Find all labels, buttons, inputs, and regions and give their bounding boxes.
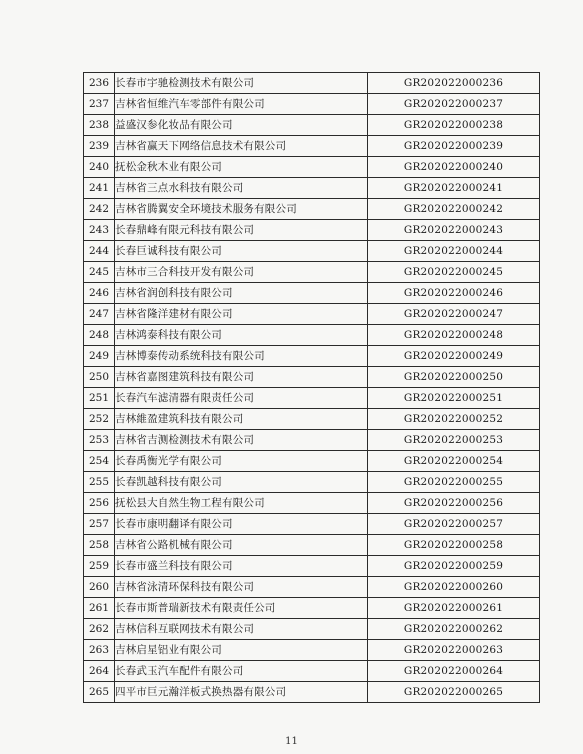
table-row	[84, 94, 540, 115]
certificate-code: GR202022000264	[368, 661, 540, 682]
table-row	[84, 619, 540, 640]
certificate-code: GR202022000257	[368, 514, 540, 535]
certificate-code: GR202022000244	[368, 241, 540, 262]
company-name: 抚松金秋木业有限公司	[115, 157, 368, 178]
table-row	[84, 535, 540, 556]
row-number: 250	[84, 367, 115, 388]
certificate-code: GR202022000245	[368, 262, 540, 283]
certificate-code: GR202022000240	[368, 157, 540, 178]
company-name: 长春鼎峰有限元科技有限公司	[115, 220, 368, 241]
table-row	[84, 367, 540, 388]
certificate-code: GR202022000247	[368, 304, 540, 325]
table-row	[84, 514, 540, 535]
company-name: 吉林省恒维汽车零部件有限公司	[115, 94, 368, 115]
company-name: 吉林省润创科技有限公司	[115, 283, 368, 304]
table-row	[84, 115, 540, 136]
row-number: 257	[84, 514, 115, 535]
company-name: 吉林維盈建筑科技有限公司	[115, 409, 368, 430]
table-row	[84, 241, 540, 262]
company-name: 长春汽车滤清器有限责任公司	[115, 388, 368, 409]
certificate-code: GR202022000265	[368, 682, 540, 703]
table-row	[84, 388, 540, 409]
certificate-code: GR202022000258	[368, 535, 540, 556]
table-row	[84, 661, 540, 682]
company-name: 抚松县大自然生物工程有限公司	[115, 493, 368, 514]
certificate-code: GR202022000262	[368, 619, 540, 640]
row-number: 262	[84, 619, 115, 640]
company-name: 长春禹衡光学有限公司	[115, 451, 368, 472]
certificate-code: GR202022000250	[368, 367, 540, 388]
certificate-code: GR202022000246	[368, 283, 540, 304]
table-row	[84, 73, 540, 94]
company-name: 长春市盛兰科技有限公司	[115, 556, 368, 577]
certificate-code: GR202022000263	[368, 640, 540, 661]
table-row	[84, 556, 540, 577]
company-name: 吉林省赢天下网络信息技术有限公司	[115, 136, 368, 157]
row-number: 258	[84, 535, 115, 556]
certificate-code: GR202022000243	[368, 220, 540, 241]
company-name: 吉林省嘉图建筑科技有限公司	[115, 367, 368, 388]
row-number: 248	[84, 325, 115, 346]
company-name: 吉林省腾翼安全环境技术服务有限公司	[115, 199, 368, 220]
company-name: 长春凯越科技有限公司	[115, 472, 368, 493]
row-number: 238	[84, 115, 115, 136]
row-number: 263	[84, 640, 115, 661]
certificate-code: GR202022000239	[368, 136, 540, 157]
table-row	[84, 493, 540, 514]
table-row	[84, 346, 540, 367]
table-row	[84, 283, 540, 304]
certificate-code: GR202022000249	[368, 346, 540, 367]
company-name: 吉林省隆洋建材有限公司	[115, 304, 368, 325]
table-row	[84, 304, 540, 325]
row-number: 249	[84, 346, 115, 367]
row-number: 239	[84, 136, 115, 157]
certificate-code: GR202022000261	[368, 598, 540, 619]
row-number: 253	[84, 430, 115, 451]
company-name: 长春市康明翻译有限公司	[115, 514, 368, 535]
table-row	[84, 325, 540, 346]
certificate-code: GR202022000253	[368, 430, 540, 451]
row-number: 256	[84, 493, 115, 514]
company-name: 益盛汉参化妆品有限公司	[115, 115, 368, 136]
company-name: 长春市斯普瑞新技术有限责任公司	[115, 598, 368, 619]
company-name: 吉林省吉测检测技术有限公司	[115, 430, 368, 451]
row-number: 264	[84, 661, 115, 682]
company-name: 吉林信科互联网技术有限公司	[115, 619, 368, 640]
certificate-code: GR202022000260	[368, 577, 540, 598]
table-row	[84, 472, 540, 493]
row-number: 245	[84, 262, 115, 283]
certificate-code: GR202022000252	[368, 409, 540, 430]
row-number: 251	[84, 388, 115, 409]
row-number: 237	[84, 94, 115, 115]
company-name: 长春市宇驰检测技术有限公司	[115, 73, 368, 94]
company-name: 吉林省公路机械有限公司	[115, 535, 368, 556]
row-number: 244	[84, 241, 115, 262]
company-name: 吉林省泳清环保科技有限公司	[115, 577, 368, 598]
row-number: 240	[84, 157, 115, 178]
row-number: 243	[84, 220, 115, 241]
company-name: 吉林鸿泰科技有限公司	[115, 325, 368, 346]
certificate-code: GR202022000254	[368, 451, 540, 472]
certificate-code: GR202022000248	[368, 325, 540, 346]
table-row	[84, 430, 540, 451]
certificate-code: GR202022000255	[368, 472, 540, 493]
row-number: 242	[84, 199, 115, 220]
table-row	[84, 157, 540, 178]
table-row	[84, 178, 540, 199]
table-row	[84, 451, 540, 472]
row-number: 252	[84, 409, 115, 430]
certificate-code: GR202022000238	[368, 115, 540, 136]
row-number: 260	[84, 577, 115, 598]
company-name: 吉林省三点水科技有限公司	[115, 178, 368, 199]
table-row	[84, 262, 540, 283]
row-number: 241	[84, 178, 115, 199]
row-number: 236	[84, 73, 115, 94]
table-row	[84, 682, 540, 703]
page-number: 11	[285, 736, 298, 747]
row-number: 247	[84, 304, 115, 325]
company-name: 吉林博泰传动系统科技有限公司	[115, 346, 368, 367]
table-row	[84, 640, 540, 661]
table-row	[84, 220, 540, 241]
table-row	[84, 409, 540, 430]
company-name: 长春武玉汽车配件有限公司	[115, 661, 368, 682]
certificate-code: GR202022000242	[368, 199, 540, 220]
certificate-code: GR202022000237	[368, 94, 540, 115]
company-name: 四平市巨元瀚洋板式换热器有限公司	[115, 682, 368, 703]
table-row	[84, 598, 540, 619]
row-number: 255	[84, 472, 115, 493]
certificate-code: GR202022000236	[368, 73, 540, 94]
table-row	[84, 199, 540, 220]
certificate-code: GR202022000251	[368, 388, 540, 409]
certificate-code: GR202022000259	[368, 556, 540, 577]
company-name: 长春巨诚科技有限公司	[115, 241, 368, 262]
certificate-code: GR202022000256	[368, 493, 540, 514]
table-row	[84, 577, 540, 598]
row-number: 261	[84, 598, 115, 619]
enterprise-registry-table	[83, 72, 540, 703]
row-number: 246	[84, 283, 115, 304]
company-name: 吉林市三合科技开发有限公司	[115, 262, 368, 283]
row-number: 259	[84, 556, 115, 577]
row-number: 254	[84, 451, 115, 472]
certificate-code: GR202022000241	[368, 178, 540, 199]
company-name: 吉林启星铝业有限公司	[115, 640, 368, 661]
table-row	[84, 136, 540, 157]
row-number: 265	[84, 682, 115, 703]
